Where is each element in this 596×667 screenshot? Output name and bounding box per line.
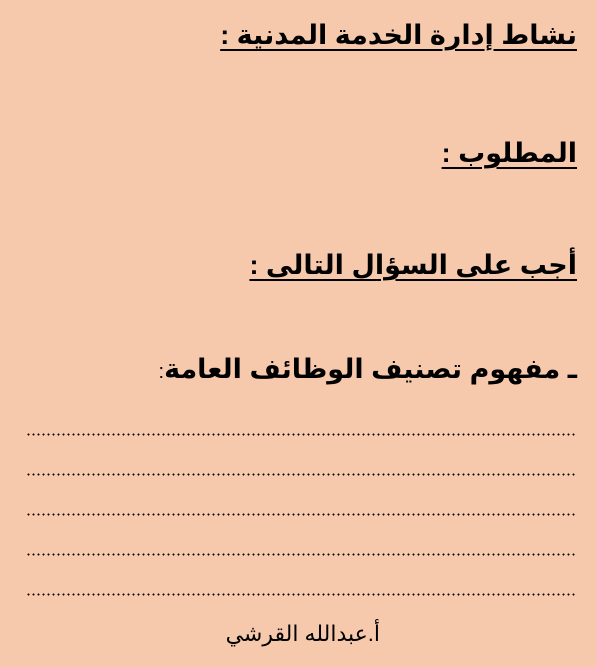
answer-dotted-line: [26, 473, 575, 476]
question-colon: :: [158, 361, 165, 383]
question-text: ـ مفهوم تصنيف الوظائف العامة: [164, 354, 577, 384]
instruction-heading: أجب على السؤال التالى :: [249, 250, 577, 280]
answer-dotted-line: [26, 513, 575, 516]
answer-dotted-line: [26, 553, 575, 556]
teacher-signature: أ.عبدالله القرشي: [225, 621, 380, 646]
required-heading: المطلوب :: [441, 138, 577, 168]
answer-dotted-line: [26, 433, 575, 436]
answer-dotted-line: [26, 593, 575, 596]
question-line: [159, 352, 577, 389]
activity-title: نشاط إدارة الخدمة المدنية :: [220, 20, 577, 50]
